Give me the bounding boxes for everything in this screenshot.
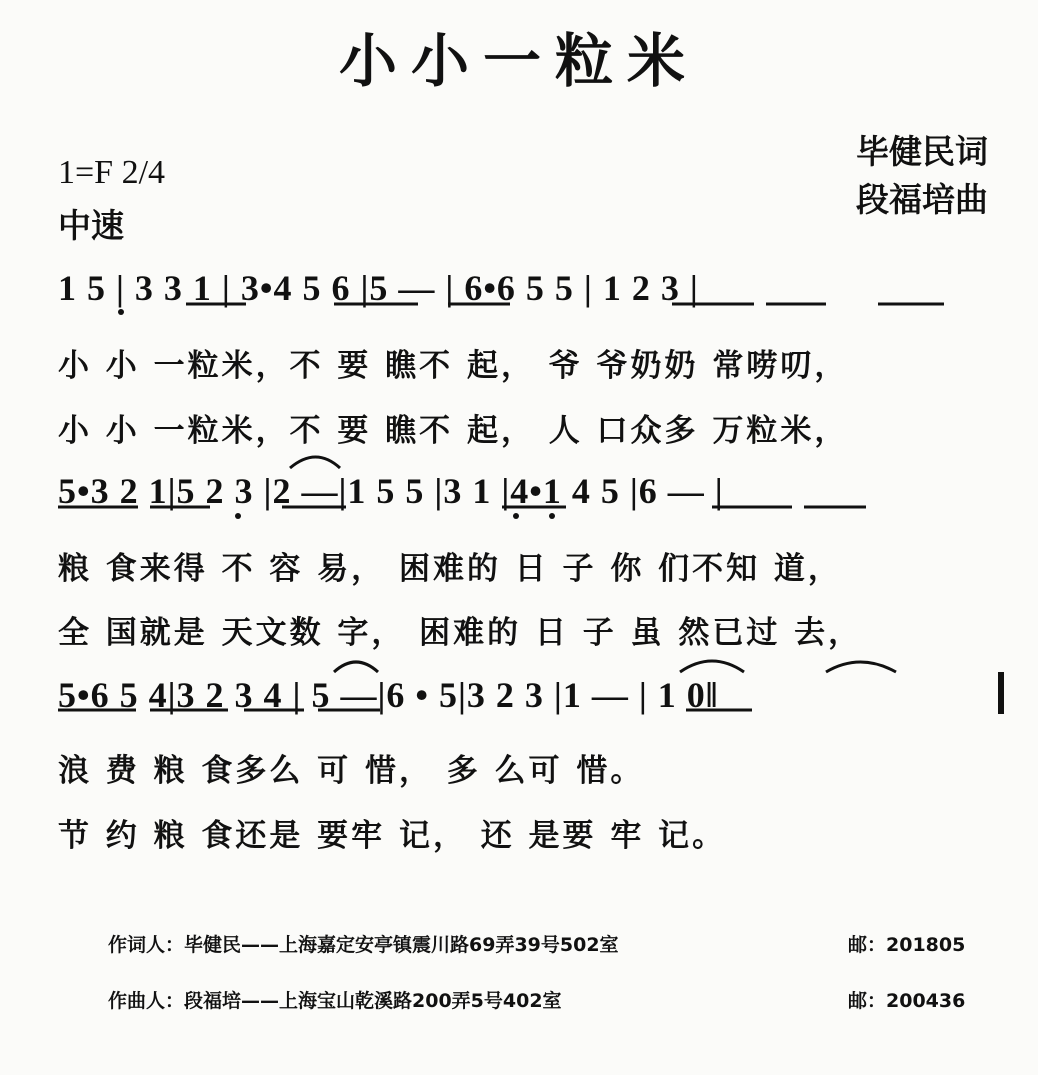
octave-dot bbox=[549, 513, 555, 519]
slur bbox=[826, 662, 896, 672]
octave-dot bbox=[513, 513, 519, 519]
notation-line-3: 5•6 5 4|3 2 3 4 | 5 —|6 • 5|3 2 3 |1 — | 1 0‖ bbox=[58, 675, 719, 715]
slur bbox=[334, 662, 378, 672]
lyric-line-3-verse-1: 浪 费 粮 食多么 可 惜， 多 么可 惜。 bbox=[58, 753, 645, 789]
final-barline bbox=[998, 672, 1004, 714]
tempo-marking: 中速 bbox=[58, 206, 124, 245]
octave-dot bbox=[118, 309, 124, 315]
slur bbox=[290, 457, 340, 468]
lyricist-postcode: 邮：201805 bbox=[848, 934, 966, 956]
song-title: 小小一粒米 bbox=[338, 27, 699, 95]
composer-postcode: 邮：200436 bbox=[848, 990, 966, 1012]
slur bbox=[680, 661, 744, 672]
lyric-line-2-verse-1: 粮 食来得 不 容 易， 困难的 日 子 你 们不知 道， bbox=[58, 551, 842, 587]
lyricist-credit: 毕健民词 bbox=[856, 132, 988, 171]
lyricist-address: 作词人：毕健民——上海嘉定安亭镇震川路69弄39号502室 bbox=[108, 934, 619, 956]
lyric-line-1-verse-2: 小 小 一粒米，不 要 瞧不 起， 人 口众多 万粒米， bbox=[58, 413, 849, 449]
lyric-line-3-verse-2: 节 约 粮 食还是 要牢 记， 还 是要 牢 记。 bbox=[58, 818, 727, 854]
lyric-line-2-verse-2: 全 国就是 天文数 字， 困难的 日 子 虽 然已过 去， bbox=[58, 615, 863, 651]
notation-line-1: 1 5 | 3 3 1 | 3•4 5 6 |5 — | 6•6 5 5 | 1 2 3 | bbox=[58, 268, 699, 308]
key-time-signature: 1=F 2/4 bbox=[58, 154, 166, 191]
notation-line-2: 5•3 2 1|5 2 3 |2 —|1 5 5 |3 1 |4•1 4 5 |6 — | bbox=[58, 471, 724, 511]
octave-dot bbox=[235, 513, 241, 519]
composer-credit: 段福培曲 bbox=[856, 180, 988, 219]
lyric-line-1-verse-1: 小 小 一粒米，不 要 瞧不 起， 爷 爷奶奶 常唠叨， bbox=[58, 348, 849, 384]
composer-address: 作曲人：段福培——上海宝山乾溪路200弄5号402室 bbox=[108, 990, 562, 1012]
